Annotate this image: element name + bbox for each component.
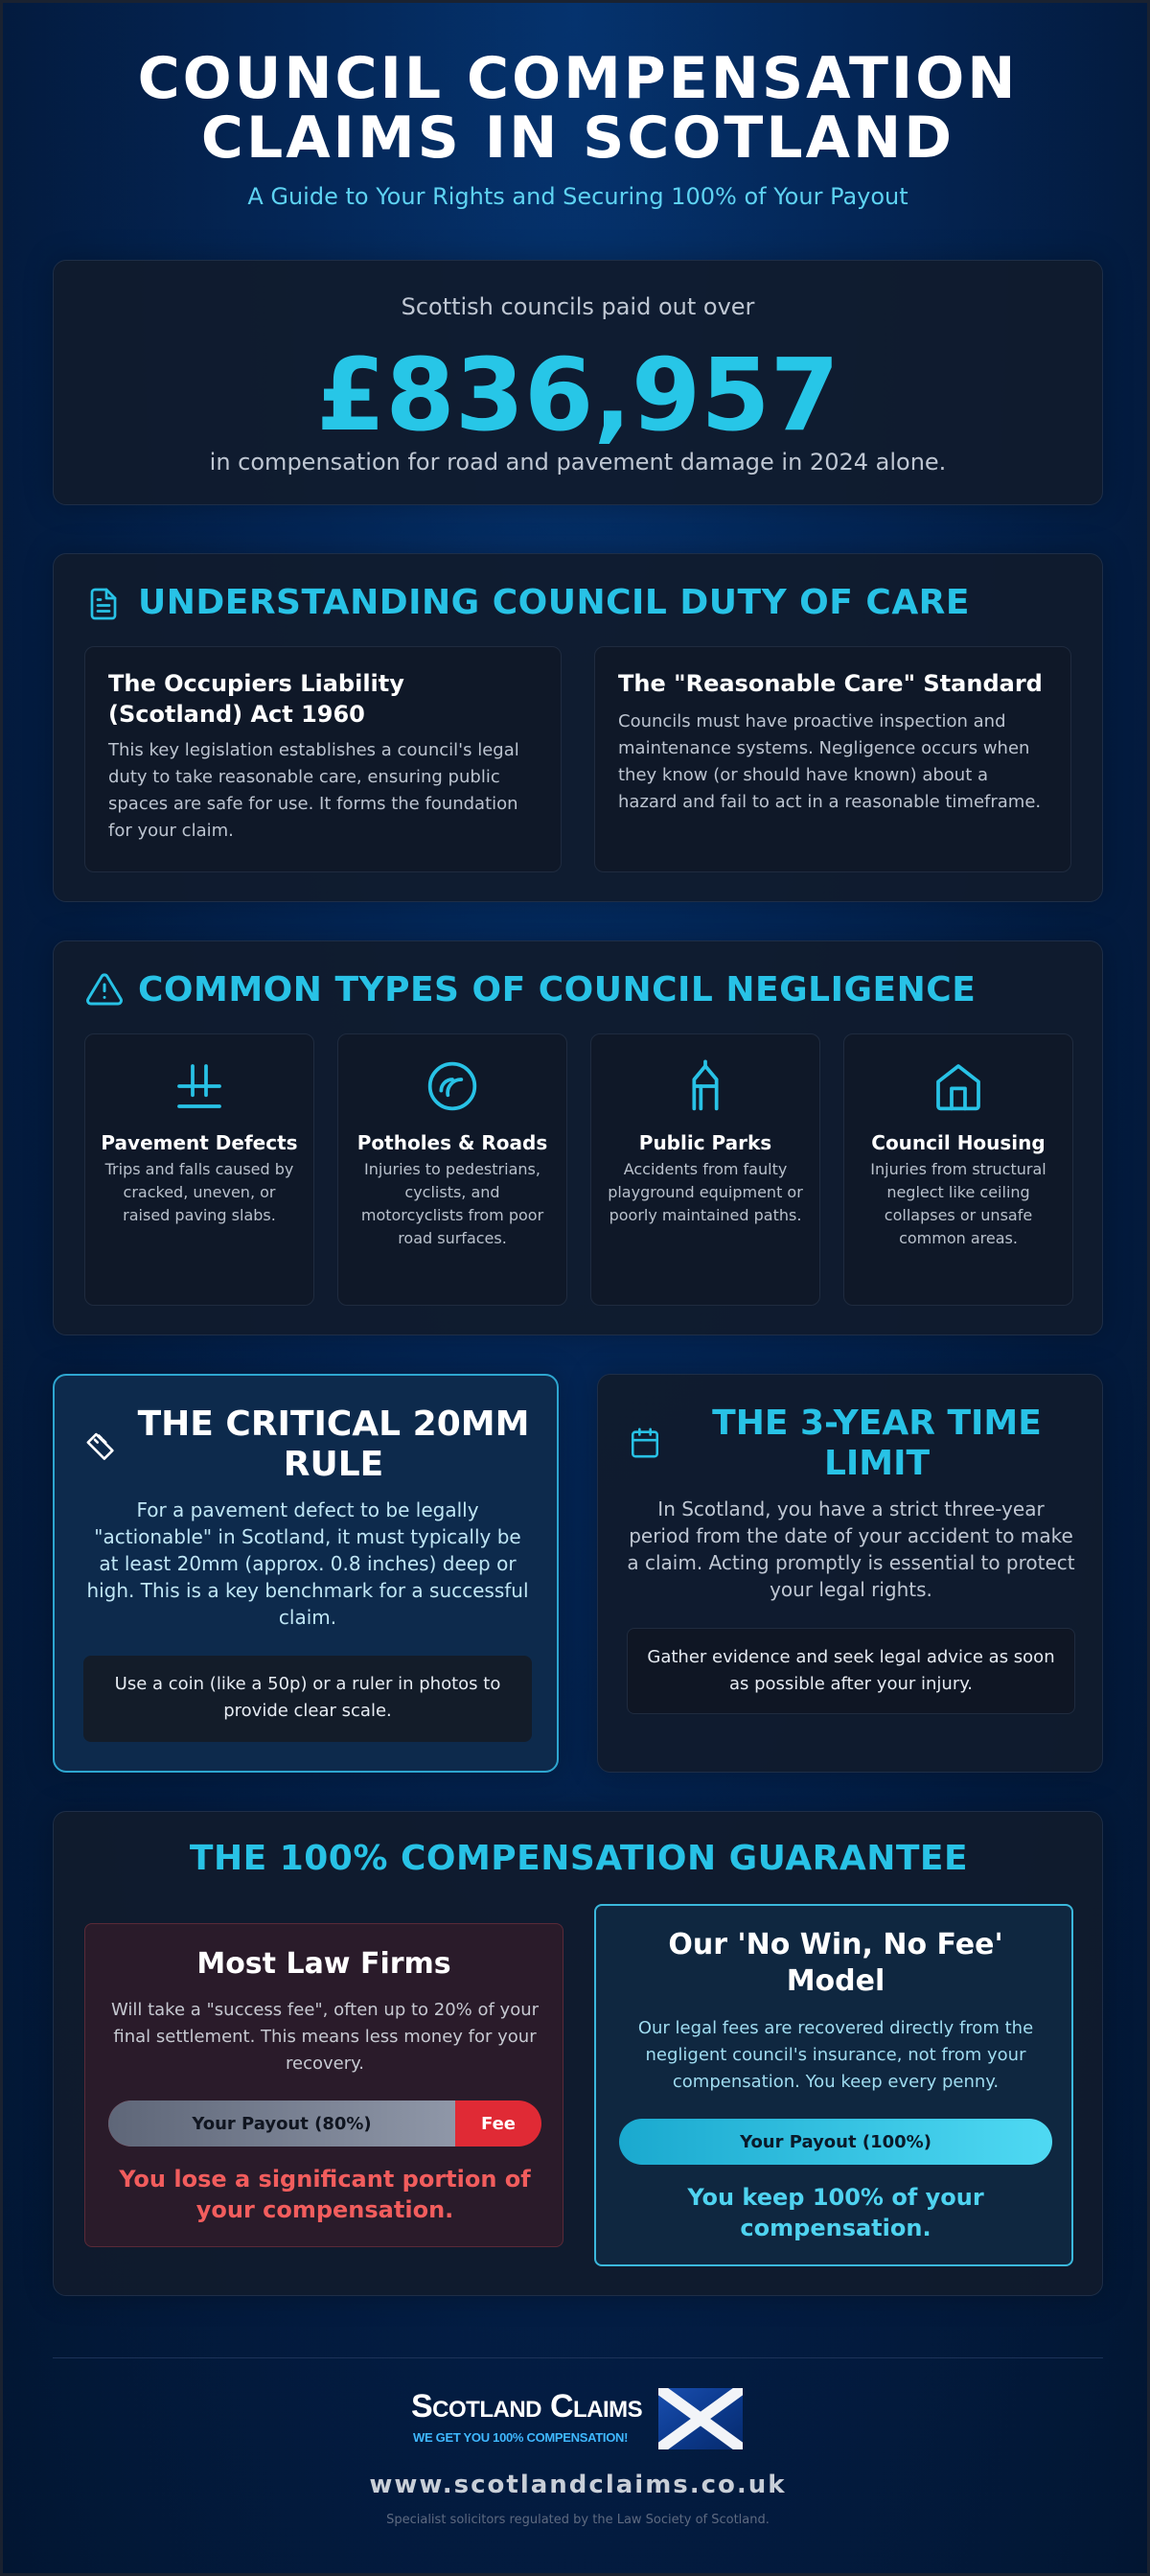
stat-pre-text: Scottish councils paid out over (401, 293, 755, 320)
pavement-icon (172, 1059, 226, 1113)
others-fee-segment: Fee (481, 2113, 516, 2134)
duty-title: UNDERSTANDING COUNCIL DUTY OF CARE (138, 583, 970, 622)
rule-card (53, 1374, 559, 1773)
footer-logo (411, 2388, 745, 2451)
negligence-item-pavement (84, 1033, 314, 1306)
ours-payout-bar (619, 2119, 1052, 2165)
negligence-item-title: Council Housing (871, 1131, 1046, 1154)
duty-card-legislation (84, 646, 562, 872)
warning-icon (84, 970, 125, 1009)
negligence-item-potholes (337, 1033, 567, 1306)
ours-payout-fill: Your Payout (100%) (619, 2119, 1052, 2165)
rule-text: For a pavement defect to be legally "actionable" in Scotland, it must typically be at least 20mm (approx. 0.8 inches) deep or high. This is a key benchmark for a successful claim. (86, 1498, 529, 1629)
document-icon (86, 585, 121, 623)
guarantee-title: THE 100% COMPENSATION GUARANTEE (189, 1839, 969, 1878)
footer-divider (53, 2357, 1103, 2358)
hero-title-line2: CLAIMS IN SCOTLAND (200, 104, 955, 172)
duty-card-text: This key legislation establishes a council's legal duty to take reasonable care, ensuring public spaces are safe for use. It forms the foundation for your claim. (108, 740, 519, 841)
negligence-item-parks (590, 1033, 820, 1306)
ours-result: You keep 100% of your compensation. (687, 2184, 984, 2241)
duty-card-title: The Occupiers Liability (Scotland) Act 1960 (108, 670, 404, 728)
limit-title: THE 3-YEAR TIME LIMIT (712, 1404, 1042, 1483)
ours-card (594, 1904, 1073, 2266)
scotland-flag-icon (658, 2388, 743, 2449)
stat-card (53, 260, 1103, 505)
limit-card (597, 1374, 1103, 1773)
negligence-item-text: Injuries from structural neglect like ceiling collapses or unsafe common areas. (870, 1160, 1046, 1247)
park-icon (678, 1059, 732, 1113)
logo-name: Scotland Claims (411, 2388, 643, 2425)
ruler-icon (85, 1427, 118, 1460)
hero-subtitle: A Guide to Your Rights and Securing 100% of Your Payout (247, 183, 908, 210)
others-card (84, 1923, 564, 2247)
hero-title-line1: COUNCIL COMPENSATION (137, 45, 1019, 112)
others-title: Most Law Firms (196, 1947, 451, 1981)
duty-card-title: The "Reasonable Care" Standard (618, 670, 1043, 697)
footer-disclaimer: Specialist solicitors regulated by the Law Society of Scotland. (386, 2513, 770, 2527)
duty-section (53, 553, 1103, 902)
limit-text: In Scotland, you have a strict three-year period from the date of your accident to make a claim. Acting promptly is essential to protect your legal rights. (627, 1497, 1075, 1601)
guarantee-section (53, 1811, 1103, 2296)
rule-title: THE CRITICAL 20MM RULE (137, 1404, 530, 1484)
house-icon (932, 1059, 985, 1113)
logo-tagline: WE GET YOU 100% COMPENSATION! (413, 2430, 629, 2445)
ours-title: Our 'No Win, No Fee' Model (668, 1928, 1003, 1998)
calendar-icon (629, 1427, 661, 1459)
negligence-item-title: Public Parks (638, 1131, 772, 1154)
others-payout-bar (108, 2100, 541, 2147)
negligence-section (53, 940, 1103, 1335)
negligence-item-title: Potholes & Roads (356, 1131, 548, 1154)
others-text: Will take a "success fee", often up to 20% of your final settlement. This means less money for your recovery. (110, 2000, 540, 2074)
pothole-icon (426, 1059, 479, 1113)
negligence-item-text: Accidents from faulty playground equipment or poorly maintained paths. (608, 1160, 803, 1224)
stat-post-text: in compensation for road and pavement damage in 2024 alone. (209, 449, 947, 476)
negligence-title: COMMON TYPES OF COUNCIL NEGLIGENCE (138, 970, 977, 1010)
duty-card-text: Councils must have proactive inspection and maintenance systems. Negligence occurs when they know (or should have known) about a hazard and fail to act in a reasonable timeframe. (618, 711, 1042, 812)
duty-card-reasonable-care (594, 646, 1071, 872)
ours-text: Our legal fees are recovered directly from the negligent council's insurance, not from your compensation. You keep every penny. (637, 2018, 1034, 2092)
negligence-item-housing (843, 1033, 1073, 1306)
negligence-item-title: Pavement Defects (101, 1131, 298, 1154)
footer-url[interactable]: www.scotlandclaims.co.uk (369, 2471, 787, 2499)
negligence-item-text: Trips and falls caused by cracked, uneven, or raised paving slabs. (104, 1160, 294, 1224)
rule-tip: Use a coin (like a 50p) or a ruler in photos to provide clear scale. (83, 1656, 532, 1742)
others-result: You lose a significant portion of your compensation. (119, 2166, 531, 2223)
infographic-page (3, 3, 1150, 2576)
limit-tip: Gather evidence and seek legal advice as soon as possible after your injury. (627, 1628, 1075, 1714)
others-payout-fill: Your Payout (80%) (108, 2100, 455, 2147)
stat-amount: £836,957 (315, 337, 840, 453)
hero-title (3, 45, 1150, 172)
negligence-item-text: Injuries to pedestrians, cyclists, and motorcyclists from poor road surfaces. (360, 1160, 544, 1247)
